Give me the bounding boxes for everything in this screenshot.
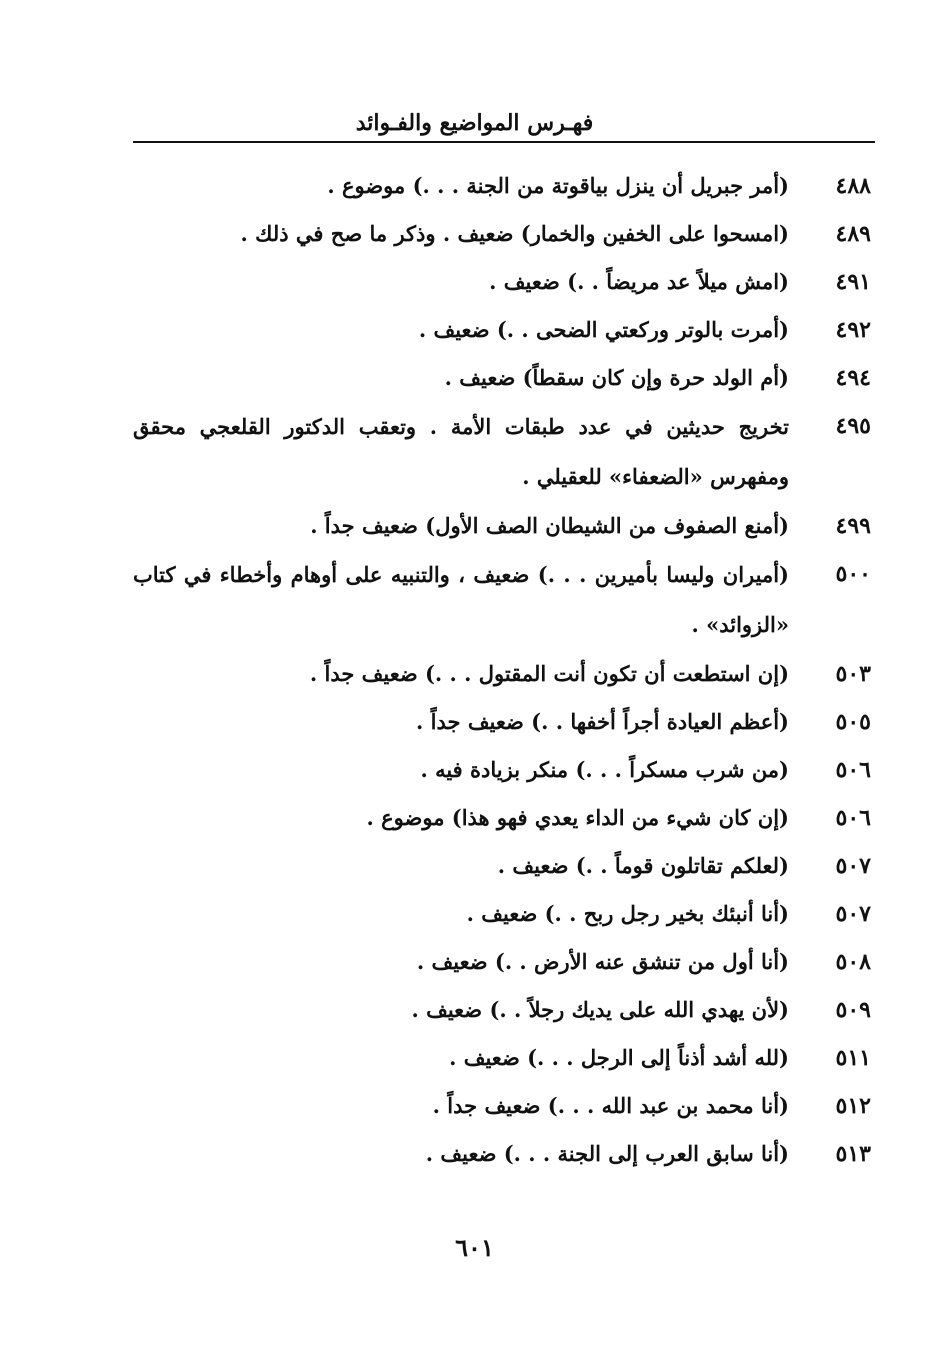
entry-text: (أنا محمد بن عبد الله . . .) ضعيف جداً . — [432, 1093, 789, 1118]
index-entry — [133, 1034, 877, 1082]
index-entry — [133, 354, 877, 402]
entry-page-number: ٥١٣ — [835, 1141, 871, 1167]
entry-page-number: ٤٨٩ — [835, 221, 871, 247]
entry-text: (أمر جبريل أن ينزل بياقوتة من الجنة . . .) موضوع . — [327, 173, 789, 198]
entry-text: (أعظم العيادة أجراً أخفها . .) ضعيف جداً . — [416, 709, 789, 734]
entry-text: (أمرت بالوتر وركعتي الضحى . .) ضعيف . — [418, 317, 789, 342]
entry-text: (أم الولد حرة وإن كان سقطاً) ضعيف . — [444, 365, 789, 390]
entry-text: (أميران وليسا بأميرين . . .) ضعيف ، والتنبيه على أوهام وأخطاء في كتاب «الزوائد» . — [133, 562, 789, 637]
entry-text: (لعلكم تقاتلون قوماً . .) ضعيف . — [497, 853, 789, 878]
entry-page-number: ٤٩٩ — [835, 513, 871, 539]
index-entry — [133, 306, 877, 354]
entry-text: (من شرب مسكراً . . .) منكر بزيادة فيه . — [420, 757, 789, 782]
index-entry — [133, 550, 877, 650]
index-entry — [133, 698, 877, 746]
index-entry — [133, 842, 877, 890]
page-number: ٦٠١ — [455, 1233, 494, 1262]
entry-page-number: ٤٨٨ — [835, 173, 871, 199]
index-entries — [133, 162, 877, 1178]
index-entry — [133, 502, 877, 550]
index-entry — [133, 402, 877, 502]
index-entry — [133, 746, 877, 794]
entry-text: (إن استطعت أن تكون أنت المقتول . . .) ضعيف جداً . — [309, 661, 789, 686]
index-entry — [133, 162, 877, 210]
entry-page-number: ٥٠٩ — [835, 997, 871, 1023]
index-entry — [133, 650, 877, 698]
entry-page-number: ٥٠٦ — [835, 805, 871, 831]
entry-text: (أنا أنبئك بخير رجل ربح . .) ضعيف . — [466, 901, 789, 926]
entry-page-number: ٥٠٧ — [835, 901, 871, 927]
entry-text: (امش ميلاً عد مريضاً . .) ضعيف . — [489, 269, 789, 294]
entry-text: (أنا أول من تنشق عنه الأرض . .) ضعيف . — [416, 949, 789, 974]
entry-page-number: ٥٠٨ — [835, 949, 871, 975]
index-entry — [133, 1130, 877, 1178]
entry-text: (أنا سابق العرب إلى الجنة . . .) ضعيف . — [425, 1141, 789, 1166]
entry-page-number: ٤٩٢ — [835, 317, 871, 343]
index-entry — [133, 986, 877, 1034]
index-entry — [133, 794, 877, 842]
entry-text: (لأن يهدي الله على يديك رجلاً . .) ضعيف . — [411, 997, 789, 1022]
entry-page-number: ٥١١ — [835, 1045, 871, 1071]
entry-page-number: ٥٠٥ — [835, 709, 871, 735]
entry-page-number: ٤٩٥ — [835, 413, 871, 439]
entry-page-number: ٥٠٦ — [835, 757, 871, 783]
index-entry — [133, 938, 877, 986]
entry-text: (أمنع الصفوف من الشيطان الصف الأول) ضعيف جداً . — [310, 513, 789, 538]
header-rule — [133, 141, 875, 143]
entry-page-number: ٥١٢ — [835, 1093, 871, 1119]
index-entry — [133, 1082, 877, 1130]
entry-text: (امسحوا على الخفين والخمار) ضعيف . وذكر ما صح في ذلك . — [240, 221, 789, 246]
index-entry — [133, 258, 877, 306]
entry-text: (إن كان شيء من الداء يعدي فهو هذا) موضوع . — [366, 805, 789, 830]
running-header-title: فهـرس المواضيع والفـوائد — [355, 110, 594, 136]
entry-text: تخريج حديثين في عدد طبقات الأمة . وتعقب الدكتور القلعجي محقق ومفهرس «الضعفاء» للعقيلي . — [133, 414, 789, 489]
index-entry — [133, 890, 877, 938]
index-entry — [133, 210, 877, 258]
entry-text: (لله أشد أذناً إلى الرجل . . .) ضعيف . — [449, 1045, 789, 1070]
entry-page-number: ٤٩٤ — [835, 365, 871, 391]
entry-page-number: ٥٠٠ — [835, 561, 871, 587]
entry-page-number: ٥٠٣ — [835, 661, 871, 687]
entry-page-number: ٤٩١ — [835, 269, 871, 295]
entry-page-number: ٥٠٧ — [835, 853, 871, 879]
